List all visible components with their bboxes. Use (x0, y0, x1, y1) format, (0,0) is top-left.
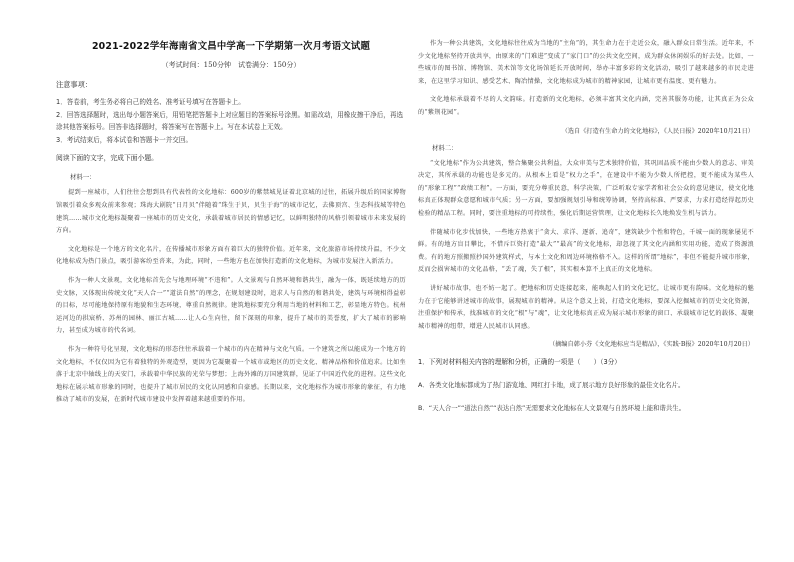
source-citation: （选自《打造有生命力的文化地标》，《人民日报》2020年10月21日） (561, 127, 754, 135)
passage-paragraph: 作为一种符号化呈现，文化地标的形态往往承载着一个城市的内在精神与文化气质。一个建筑之所以能成为一个地方的文化地标，不仅仅因为它有着独特的外观造型，更因为它凝聚着一个城市或地区的历史文化、精神品格和价值追求。比如坐落于北京中轴线上的天安门，承载着中华民族的光荣与梦想；上海外滩的万国建筑群，见证了中国近代化的进程。这些文化地标在展示城市形象的同时，也提升了城市居民的文化认同感和自豪感。长期以来，文化地标作为城市形象的象征，有力地推动了城市的发展，在新时代城市建设中发挥着越来越重要的作用。 (56, 345, 406, 404)
exam-subtitle: （考试时间：150分钟 试卷满分：150分） (161, 61, 301, 69)
note-item: 1．答卷前，考生务必将自己的姓名、准考证号填写在答题卡上。 (56, 98, 245, 106)
reading-lead: 阅读下面的文字，完成下面小题。 (56, 154, 158, 163)
notes-heading: 注意事项： (56, 80, 92, 89)
passage-paragraph: 伴随城市化步伐加快，一些地方热衷于“贪大、求洋、逐新、追奇”，建筑缺少个性和特色，千城一面的现象屡见不鲜。有的地方盲目攀比，不惜斥巨资打造“最大”“最高”的文化地标，却忽视了其文化内涵和实用功能，造成了资源浪费。有的地方照搬照抄国外建筑样式，与本土文化和周边环境格格不入。这样的所谓“地标”，非但不能提升城市形象，反而会损害城市的文化品格，“丢了魂，失了根”，其实根本算不上真正的文化地标。 (418, 228, 754, 274)
material1-heading: 材料一： (70, 173, 96, 182)
option-b: B．“天人合一”“道法自然”“表达自然”无需要求文化地标在人文景观与自然环境上能和谐共生。 (418, 404, 686, 413)
passage-paragraph: 作为一种人文景观，文化地标首先会与地理环境“不违和”。人文景观与自然环境和谐共生，融为一体，既延续地方的历史文脉，又体现出传统文化“天人合一”“道法自然”的理念，在规划建设时，追求人与自然的和谐共处，建筑与环境相得益彰的目标，尽可能地保持原有地貌和生态环境，尊重自然规律。建筑地标要充分利用当地的材料和工艺，彰显地方特色。杭州运河边的拱宸桥、苏州的园林、丽江古城……让人心生向往，留下深刻的印象，提升了城市的美誉度，扩大了城市的影响力，甚至成为城市的代名词。 (56, 276, 406, 335)
question-1: 1．下列对材料相关内容的理解和分析，正确的一项是（ ）（3分） (418, 358, 621, 367)
option-a: A．各类文化地标都成为了热门游览地、网红打卡地，成了展示地方良好形象的最佳文化名片。 (418, 381, 685, 390)
right-column (418, 38, 754, 415)
note-item: 3．考试结束后，将本试卷和答题卡一并交回。 (56, 135, 193, 144)
material2-heading: 材料二： (432, 143, 458, 152)
passage-paragraph: “文化地标”作为公共建筑，整合集聚公共利益，大众审美与艺术独特价值，其巩固品质不能由少数人的意志、审美决定，其所承载的功能也是多元的。从根本上看是“权力之手”，在建设中不能为少数人所把控，更不能成为某些人的“形象工程”“政绩工程”。一方面，要充分尊重民意，科学决策，广泛听取专家学者和社会公众的意见建议，使文化地标真正体现群众意愿和城市气质；另一方面，要加强规划引导和统筹协调，坚持高标准、严要求，力求打造经得起历史检验的精品工程。同时，要注重地标的可持续性，强化后期运营管理，让文化地标长久地焕发生机与活力。 (418, 159, 754, 217)
passage-paragraph: 提到一座城市，人们往往会想到具有代表性的文化地标：600岁的紫禁城见证着北京城的过往，拓展升级后的国家博物馆吸引着众多观众前来参观；珠海大剧院“日月贝”伴随着“珠生于贝，贝生于海”的城市记忆，去佛顶宫、生态科技城等特色建筑……城市文化地标凝聚着一座城市的历史文化，承载着城市居民的情感记忆，以鲜明独特的风格引领着城市未来发展的方向。 (56, 189, 406, 235)
passage-paragraph: 讲好城市故事，也不妨一起了。把地标和历史连接起来，能唤起人们的文化记忆，让城市更有韵味。文化地标的魅力在于它能够讲述城市的故事，展现城市的精神。从这个意义上说，打造文化地标，要深入挖掘城市的历史文化资源，注重保护和传承，找准城市的文化“根”与“魂”，让文化地标真正成为展示城市形象的窗口、承载城市记忆的载体、凝聚城市精神的纽带，增进人民城市认同感。 (418, 284, 754, 330)
passage-paragraph: 文化地标是一个地方的文化名片，在传播城市形象方面有着巨大的独特价值。近年来，文化旅游市场持续升温，不少文化地标成为热门景点，吸引游客纷至沓来，为此，同时，一些地方也在加快打造新的文化地标，为城市发展注入新活力。 (56, 245, 406, 266)
notes-section (56, 80, 406, 146)
passage-paragraph: 作为一种公共建筑，文化地标往往成为当地的“主角”的，其生命力在于走近公众，融入群众日常生活。近年来，不少文化地标坚持开放共享，由原来的“门难进”变成了“家门口”的公共文化空间，成为群众休闲娱乐的好去处。比如，一些城市的图书馆、博物馆、美术馆等文化场馆延长开放时间，举办丰富多彩的文化活动，吸引了越来越多的市民走进来，在这里学习知识、感受艺术、陶冶情操，文化地标成为城市的精神家园，让城市更有温度、更有魅力。 (418, 40, 754, 85)
left-column (56, 38, 406, 413)
note-item: 2．回答选择题时，选出每小题答案后，用铅笔把答题卡上对应题目的答案标号涂黑。如需改动，用橡皮擦干净后，再选涂其他答案标号。回答非选择题时，将答案写在答题卡上。写在本试卷上无效。 (56, 110, 404, 132)
exam-title: 2021-2022学年海南省文昌中学高一下学期第一次月考语文试题 (91, 41, 371, 52)
source-citation: （摘编自韩小芬《文化地标应当是精品》，《实践·B报》2020年10月20日） (548, 341, 754, 349)
passage-paragraph: 文化地标承载着不尽的人文韵味。打造新的文化地标，必须丰富其文化内涵，完善其服务功能，让其真正为公众的“紫荆花园”。 (418, 96, 754, 116)
